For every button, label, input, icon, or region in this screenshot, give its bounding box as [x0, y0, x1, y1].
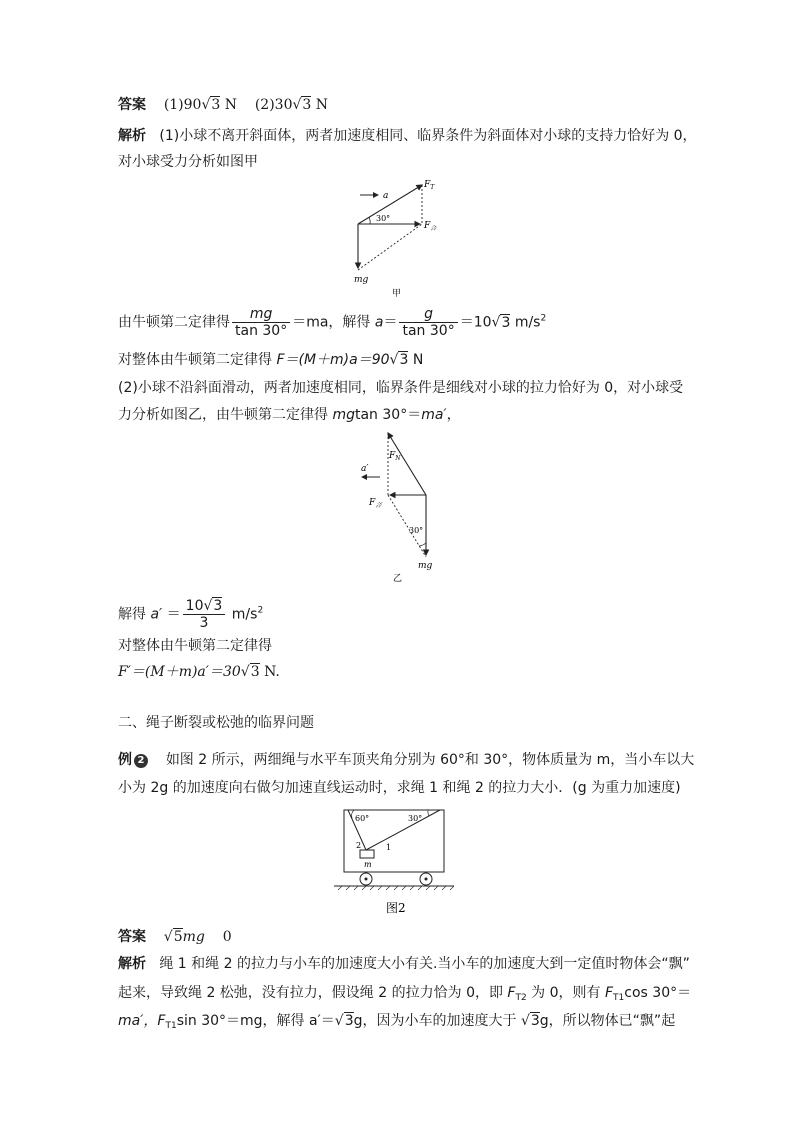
- answer-part1: (1)90: [163, 97, 202, 113]
- eq1-frac2: [399, 306, 457, 339]
- analysis2-line-2: [118, 984, 691, 1007]
- eq1-res: ＝10: [459, 314, 492, 331]
- part2-text: 力分析如图乙，由牛顿第二定律得: [118, 407, 333, 423]
- eq1-a: a: [374, 314, 384, 331]
- answer2-val: mg: [182, 929, 205, 945]
- fig-jia-angle: 30°: [376, 214, 391, 223]
- fig2-rope-2: 2: [356, 841, 362, 850]
- fig-jia-a: a: [383, 191, 389, 201]
- eq4-line-1: 对整体由牛顿第二定律得: [118, 638, 272, 654]
- eq3-num: 10: [185, 598, 204, 614]
- analysis2-label: 解析: [118, 956, 146, 972]
- eq2-unit: N: [408, 352, 424, 368]
- answer-radicand-2: 3: [302, 97, 312, 113]
- fig-yi-caption: 乙: [393, 574, 403, 584]
- eq1-prefix: 由牛顿第二定律得: [118, 314, 230, 331]
- a2-l2e: F: [604, 985, 614, 1001]
- fig-yi-fhe: $F_{合'}$: [369, 498, 383, 509]
- answer2-rad: 5: [173, 929, 183, 945]
- answer-unit-2: N: [311, 97, 329, 113]
- answer-part2: (2)30: [254, 97, 293, 113]
- answer-label: 答案: [118, 97, 146, 113]
- eq3-unit: m/s: [227, 606, 258, 623]
- fig2-angle-30: 30°: [408, 814, 423, 823]
- eq2-text: 对整体由牛顿第二定律得: [118, 352, 277, 368]
- fig2-caption: 图2: [386, 901, 406, 915]
- eq2-formula: F＝(M＋m)a＝90: [276, 352, 390, 368]
- part2-line-1: (2)小球不沿斜面滑动，两者加速度相同，临界条件是细线对小球的拉力恰好为 0，对小球受: [118, 380, 684, 396]
- example-label: 例: [118, 752, 132, 768]
- fig-yi-a: a′: [361, 464, 369, 474]
- answer2-val2: 0: [222, 929, 232, 945]
- eq1-eq: ＝: [383, 314, 398, 331]
- eq1-frac: [232, 306, 290, 339]
- a2-l3c: T1: [165, 1021, 177, 1031]
- example-number-badge: 2: [134, 754, 148, 768]
- eq1-frac-den: tan 30°: [235, 323, 288, 339]
- part2-mg: mg: [332, 407, 355, 423]
- example2-text-1: 如图 2 所示，两细绳与水平车顶夹角分别为 60°和 30°，物体质量为 m，当小车以大: [165, 752, 695, 768]
- a2-l2b: F: [507, 985, 516, 1001]
- fig-jia-mg: mg: [354, 275, 369, 285]
- eq4-rad: 3: [250, 664, 260, 680]
- eq4-unit: N.: [259, 664, 280, 680]
- equation-1: 由牛顿第二定律得 $\frac{mg}{\tan 30^\circ}$ ＝ma，解得 a＝ $\frac{g}{\tan 30^\circ}$ ＝10√3 $m/s^2$: [118, 306, 547, 339]
- analysis-text-1: (1)小球不离开斜面体，两者加速度相同、临界条件为斜面体对小球的支持力恰好为 0，: [159, 128, 697, 144]
- answer-line-1: 答案 (1)90√3 N (2)30√3 N: [118, 97, 329, 113]
- eq4-line-2: F′＝(M＋m)a′＝30√3 N.: [118, 664, 280, 680]
- eq1-frac-num: mg: [232, 306, 290, 323]
- a2-l3h: g，所以物体已“飘”起: [539, 1013, 676, 1029]
- answer-unit-1: N: [220, 97, 238, 113]
- figure-jia: [340, 175, 450, 300]
- part2-tan: tan 30°＝: [354, 407, 422, 423]
- eq1-mid: ＝ma，解得: [292, 314, 375, 331]
- eq4-formula: F′＝(M＋m)a′＝30: [118, 664, 241, 680]
- fig-yi-angle: 30°: [409, 526, 424, 535]
- eq3-den: 3: [199, 615, 209, 631]
- part2-comma: ，: [446, 407, 461, 423]
- figure-yi: [355, 425, 450, 585]
- equation-3: [118, 598, 263, 631]
- fig-jia-fhe: $F_合$: [424, 221, 437, 232]
- analysis2-line-1: [118, 955, 690, 973]
- eq3-num-rad: 3: [213, 598, 223, 614]
- a2-l3e: 3: [344, 1013, 354, 1029]
- analysis2-text-1: 绳 1 和绳 2 的拉力与小车的加速度大小有关.当小车的加速度大到一定值时物体会“飘”: [159, 956, 690, 972]
- fig2-rope-1: 1: [386, 843, 392, 852]
- a2-l2g: cos 30°＝: [624, 985, 692, 1001]
- fig-yi-mg: mg: [418, 561, 433, 571]
- analysis-label: 解析: [118, 128, 146, 144]
- a2-l3d: sin 30°＝mg，解得 a′＝: [176, 1013, 335, 1029]
- answer2-label: 答案: [118, 929, 146, 945]
- a2-l2a: 起来，导致绳 2 松弛，没有拉力，假设绳 2 的拉力恰为 0，即: [118, 985, 508, 1001]
- a2-l3f: g，因为小车的加速度大于: [353, 1013, 521, 1029]
- fig-jia-caption: 甲: [392, 289, 402, 299]
- figure-2-cart: [334, 806, 460, 916]
- eq2-rad: 3: [399, 352, 409, 368]
- a2-l2c: T2: [515, 993, 527, 1003]
- eq1-frac2-num: g: [399, 306, 457, 323]
- example2-line-2: 小为 2g 的加速度向右做匀加速直线运动时，求绳 1 和绳 2 的拉力大小．(g 为重力加速度): [118, 780, 681, 796]
- eq1-frac2-den: tan 30°: [402, 323, 455, 339]
- a2-l3a: ma′，: [118, 1013, 158, 1029]
- section-title: 二、绳子断裂或松弛的临界问题: [118, 715, 314, 731]
- analysis-line-2: 对小球受力分析如图甲: [118, 154, 258, 170]
- eq1-unit-sup: 2: [540, 313, 547, 324]
- fig-jia-ft: $F_T$: [424, 180, 435, 191]
- eq3-prefix: 解得: [118, 606, 151, 623]
- eq1-rad: 3: [501, 314, 511, 331]
- a2-l3b: F: [157, 1013, 166, 1029]
- a2-l2f: T1: [613, 993, 625, 1003]
- eq3-frac: $\frac{10√3}{3}$: [183, 598, 226, 631]
- fig2-angle-60: 60°: [355, 814, 370, 823]
- eq3-unit-sup: 2: [257, 605, 264, 616]
- part2-ma: ma′: [421, 407, 447, 423]
- eq3-var: a′: [150, 606, 163, 623]
- fig-yi-fn: $F_N$: [389, 451, 401, 462]
- answer-radicand-1: 3: [211, 97, 221, 113]
- a2-l3g: 3: [530, 1013, 540, 1029]
- eq1-unit: m/s: [510, 314, 541, 331]
- a2-l2d: 为 0，则有: [526, 985, 605, 1001]
- example2-line-1: [118, 751, 694, 769]
- analysis-line-1: [118, 127, 697, 145]
- fig2-mass: m: [364, 860, 372, 869]
- answer-2: 答案 √5mg 0: [118, 929, 232, 945]
- eq3-eq: ＝: [166, 606, 181, 623]
- analysis2-line-3: ma′，$F_{T1}\sin$ 30°＝mg，解得 a′＝√3g，因为小车的加速度大于 √3g，所以物体已“飘”起: [118, 1013, 676, 1031]
- equation-2: 对整体由牛顿第二定律得 F＝(M＋m)a＝90√3 N: [118, 352, 424, 368]
- part2-line-2: [118, 406, 461, 424]
